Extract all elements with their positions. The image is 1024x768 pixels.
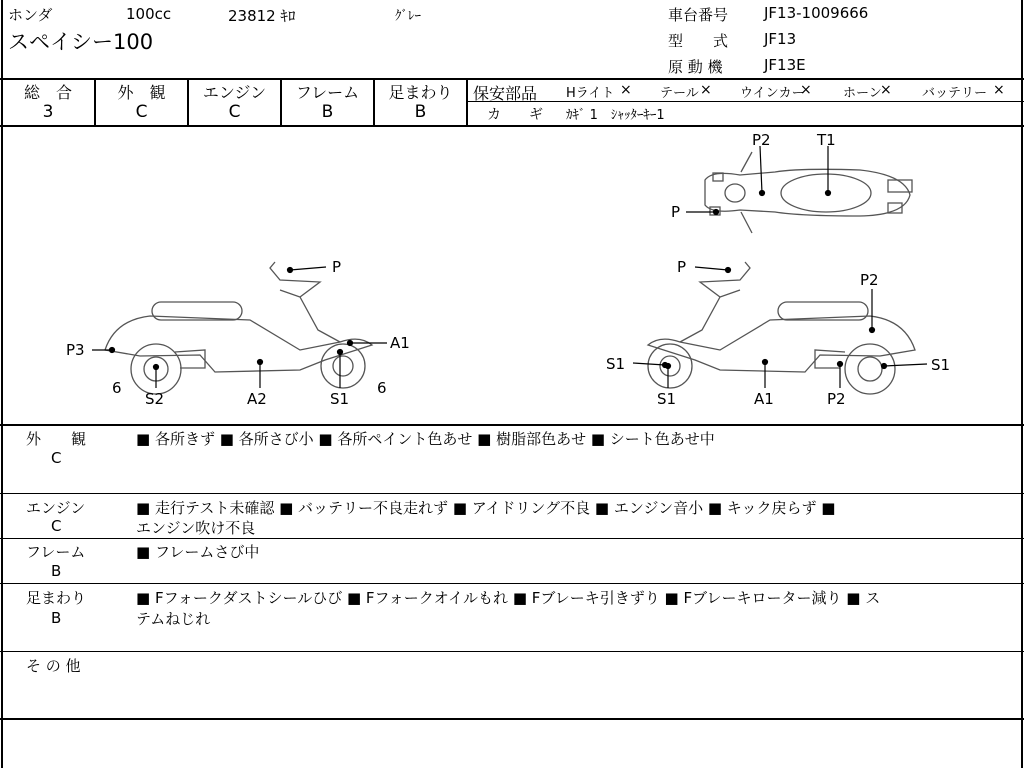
note-grade: B: [51, 562, 62, 580]
note-category: エンジン: [26, 499, 86, 517]
note-category: 外 観: [26, 430, 87, 448]
divider: [466, 101, 1024, 102]
type-value: JF13: [764, 30, 797, 48]
battery-mark: ×: [993, 82, 1005, 98]
horn-label: ホーン: [843, 86, 882, 101]
horn-mark: ×: [880, 82, 892, 98]
marker-label: A1: [390, 334, 410, 352]
marker-label: P: [671, 203, 681, 221]
grade-engine-value: C: [228, 102, 241, 122]
headlight-label: Hライト: [566, 86, 615, 101]
note-grade: C: [51, 517, 62, 535]
grade-suspension-value: B: [414, 102, 427, 122]
marker-label: P3: [66, 341, 85, 359]
safety-parts-label: 保安部品: [473, 84, 538, 103]
color: ｸﾞﾚｰ: [395, 9, 421, 24]
divider: [0, 651, 1024, 652]
key-value: ｶｷﾞ 1 ｼｬｯﾀｰｷｰ1: [566, 108, 665, 123]
note-grade: B: [51, 609, 62, 627]
divider: [0, 424, 1024, 426]
note-text: ■ フレームさび中: [136, 543, 260, 561]
marker-label: P2: [752, 131, 771, 149]
grade-overall-label: 総 合: [23, 83, 72, 102]
engine-model-value: JF13E: [764, 56, 806, 74]
marker-label: S1: [606, 355, 626, 373]
damage-diagram: [0, 127, 1024, 425]
grade-frame-value: B: [321, 102, 334, 122]
note-text: ■ 各所きず ■ 各所さび小 ■ 各所ペイント色あせ ■ 樹脂部色あせ ■ シート色あせ中: [136, 430, 715, 448]
displacement: 100cc: [126, 5, 172, 23]
grade-overall-value: 3: [42, 102, 54, 122]
key-label: カ ギ: [487, 107, 543, 123]
marker-label: S1: [657, 390, 677, 408]
maker: ホンダ: [8, 6, 53, 24]
marker-label: 6: [377, 379, 387, 397]
grade-frame-label: フレーム: [295, 83, 360, 102]
marker-label: 6: [112, 379, 122, 397]
divider: [0, 718, 1024, 720]
note-category: 足まわり: [26, 589, 87, 607]
note-text-continued: テムねじれ: [136, 610, 211, 628]
note-text: ■ Fフォークダストシールひび ■ Fフォークオイルもれ ■ Fブレーキ引きずり ■ Fブレーキローター減り ■ ス: [136, 589, 881, 607]
marker-label: T1: [817, 131, 836, 149]
note-category: フレーム: [26, 543, 86, 561]
taillight-label: テール: [660, 86, 699, 101]
marker-label: S1: [330, 390, 350, 408]
headlight-mark: ×: [620, 82, 632, 98]
grade-exterior-value: C: [135, 102, 148, 122]
divider: [0, 538, 1024, 539]
divider: [0, 493, 1024, 494]
battery-label: バッテリー: [922, 86, 988, 101]
marker-label: P2: [827, 390, 846, 408]
taillight-mark: ×: [700, 82, 712, 98]
note-grade: C: [51, 449, 62, 467]
top-view-scooter: [705, 152, 912, 233]
left-view-scooter: [105, 262, 372, 394]
marker-label: P: [677, 258, 687, 276]
marker-label: S2: [145, 390, 165, 408]
frame-number-label: 車台番号: [668, 6, 729, 24]
type-label: 型 式: [668, 32, 729, 50]
mileage: 23812 ｷﾛ: [228, 7, 296, 25]
note-text: ■ 走行テスト未確認 ■ バッテリー不良走れず ■ アイドリング不良 ■ エンジン音小 ■ キック戻らず ■: [136, 499, 836, 517]
note-text-continued: エンジン吹け不良: [136, 519, 256, 537]
marker-label: A1: [754, 390, 774, 408]
marker-label: P: [332, 258, 342, 276]
winker-mark: ×: [800, 82, 812, 98]
divider: [466, 78, 468, 126]
grade-engine-label: エンジン: [202, 83, 267, 102]
grade-suspension-label: 足まわり: [388, 83, 453, 102]
grade-exterior-label: 外 観: [117, 83, 166, 102]
divider: [0, 583, 1024, 584]
note-category: そ の 他: [26, 657, 81, 675]
marker-label: S1: [931, 356, 951, 374]
winker-label: ウインカー: [740, 86, 805, 101]
model-name: スペイシー100: [8, 30, 154, 54]
marker-label: P2: [860, 271, 879, 289]
engine-model-label: 原 動 機: [668, 58, 723, 76]
marker-label: A2: [247, 390, 267, 408]
frame-number-value: JF13-1009666: [764, 4, 869, 22]
